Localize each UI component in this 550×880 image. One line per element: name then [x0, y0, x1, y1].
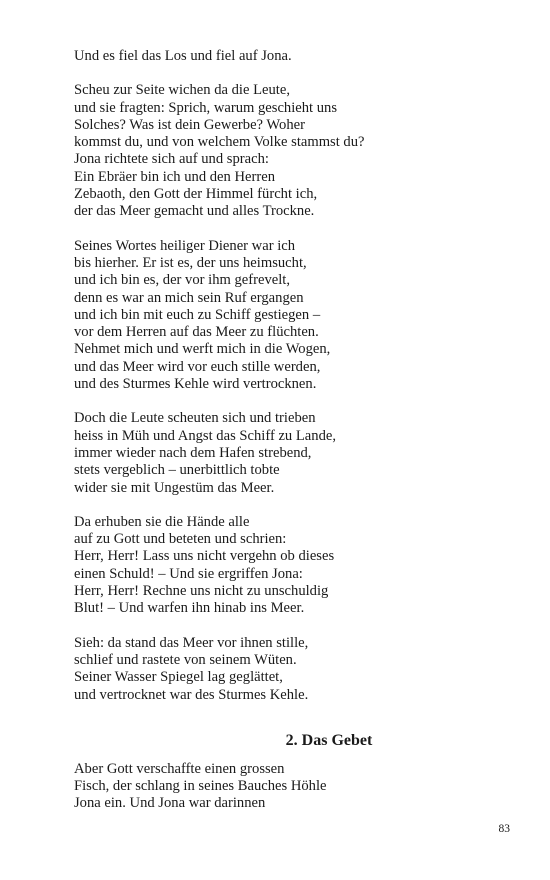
poem-line: stets vergeblich – unerbittlich tobte [74, 462, 280, 479]
poem-line: Und es fiel das Los und fiel auf Jona. [74, 48, 292, 64]
poem-line: Solches? Was ist dein Gewerbe? Woher [74, 116, 305, 133]
poem-line: und des Sturmes Kehle wird vertrocknen. [74, 376, 317, 393]
poem-text [74, 48, 494, 830]
stanza [74, 410, 494, 496]
poem-line: und ich bin es, der vor ihm gefrevelt, [74, 272, 291, 289]
poem-line: Scheu zur Seite wichen da die Leute, [74, 82, 290, 99]
stanza [74, 48, 494, 65]
poem-line: der das Meer gemacht und alles Trockne. [74, 203, 315, 220]
poem-line: immer wieder nach dem Hafen strebend, [74, 444, 312, 461]
poem-line: und ich bin mit euch zu Schiff gestiegen – [74, 306, 321, 323]
poem-line: Blut! – Und warfen ihn hinab ins Meer. [74, 600, 305, 617]
poem-line: und vertrocknet war des Sturmes Kehle. [74, 686, 309, 703]
poem-line: wider sie mit Ungestüm das Meer. [74, 479, 275, 496]
poem-line: Fisch, der schlang in seines Bauches Höhle [74, 778, 327, 795]
poem-line: Herr, Herr! Rechne uns nicht zu unschuldig [74, 583, 329, 600]
poem-line: Seines Wortes heiliger Diener war ich [74, 237, 296, 254]
poem-line: Sieh: da stand das Meer vor ihnen stille, [74, 634, 309, 651]
poem-line: Seiner Wasser Spiegel lag geglättet, [74, 669, 283, 686]
poem-line: Zebaoth, den Gott der Himmel fürcht ich, [74, 186, 318, 203]
stanza [74, 238, 494, 394]
poem-line: Aber Gott verschaffte einen grossen [74, 760, 285, 777]
section-heading: 2. Das Gebet [285, 731, 373, 749]
poem-line: und das Meer wird vor euch stille werden, [74, 358, 321, 375]
poem-line: einen Schuld! – Und sie ergriffen Jona: [74, 565, 303, 582]
poem-line: kommst du, und von welchem Volke stammst du? [74, 134, 365, 151]
poem-line: Ein Ebräer bin ich und den Herren [74, 168, 275, 185]
poem-line: bis hierher. Er ist es, der uns heimsucht, [74, 254, 307, 271]
poem-line: Jona richtete sich auf und sprach: [74, 151, 269, 168]
poem-line: auf zu Gott und beteten und schrien: [74, 531, 287, 548]
stanza [74, 514, 494, 618]
poem-line: denn es war an mich sein Ruf ergangen [74, 289, 304, 306]
page-number: 83 [498, 823, 510, 835]
poem-line: und sie fragten: Sprich, warum geschieht uns [74, 99, 338, 116]
poem-line: Herr, Herr! Lass uns nicht vergehn ob dieses [74, 548, 335, 565]
stanza [74, 635, 494, 704]
poem-line: heiss in Müh und Angst das Schiff zu Lande, [74, 427, 336, 444]
stanza [74, 82, 494, 220]
poem-line: Jona ein. Und Jona war darinnen [74, 795, 266, 812]
poem-line: schlief und rastete von seinem Wüten. [74, 651, 297, 668]
poem-line: Doch die Leute scheuten sich und trieben [74, 410, 316, 427]
poem-line: Da erhuben sie die Hände alle [74, 513, 250, 530]
poem-line: vor dem Herren auf das Meer zu flüchten. [74, 324, 319, 341]
poem-line: Nehmet mich und werft mich in die Wogen, [74, 341, 331, 358]
stanza [74, 761, 494, 813]
